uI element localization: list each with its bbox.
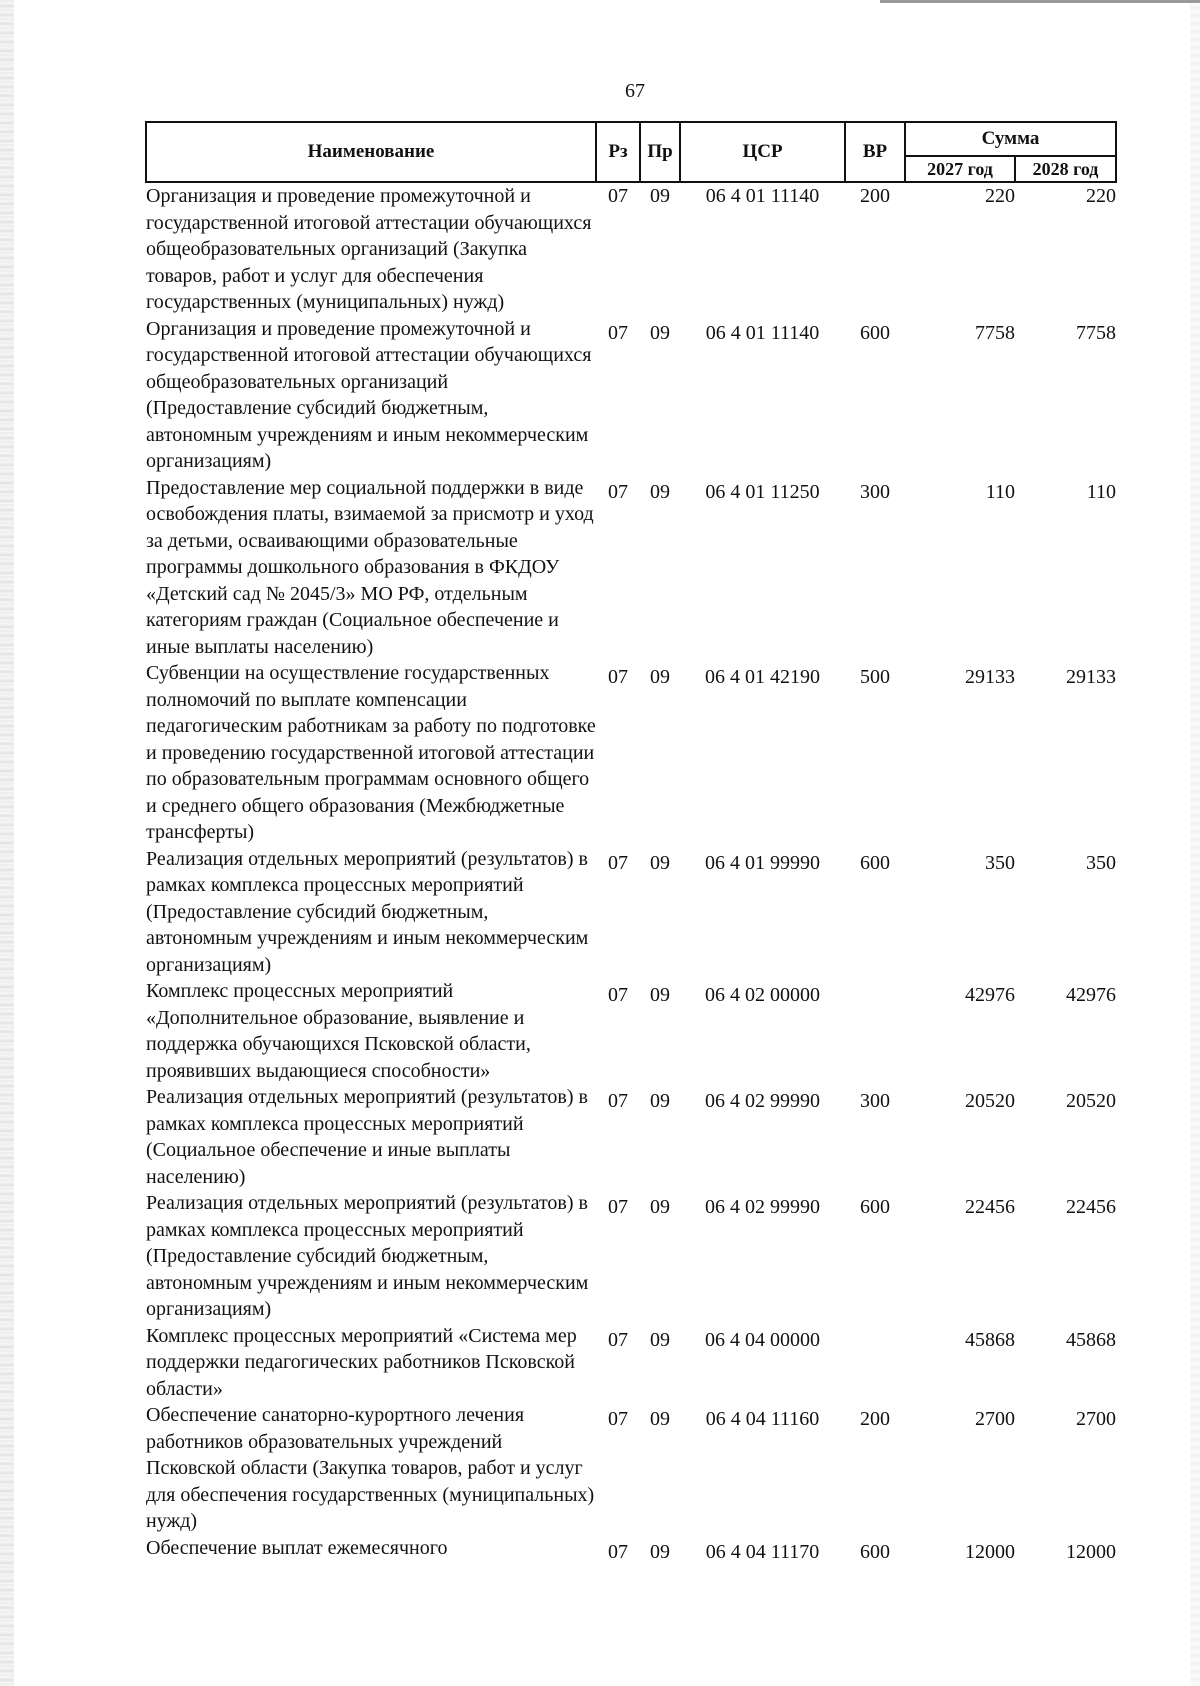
row-sum-2028: 45868 [1066, 1328, 1117, 1351]
row-pr: 09 [650, 321, 670, 344]
row-rz: 07 [608, 1408, 628, 1430]
row-rz: 07 [608, 480, 628, 503]
row-name: Субвенции на осуществление государственных полномочий по выплате компенсации педагогическим работникам за работу по подготовке и проведению государственной итоговой аттестации по образовательным программам основного общего и среднего общего образования (Межбюджетные трансферты) [146, 662, 596, 843]
row-rz: 07 [608, 1328, 628, 1351]
row-pr: 09 [650, 480, 670, 503]
row-sum-2028: 350 [1086, 851, 1117, 874]
row-csr: 06 4 01 99990 [705, 851, 820, 874]
row-name: Комплекс процессных мероприятий «Система мер поддержки педагогических работников Псковской области» [146, 1324, 577, 1400]
row-sum-2028: 20520 [1066, 1090, 1117, 1112]
table-row [146, 1323, 1116, 1403]
row-name: Организация и проведение промежуточной и государственной итоговой аттестации обучающихся общеобразовательных организаций (Закупка товаров, работ и услуг для обеспечения государственных (муниципальных) нужд) [146, 185, 592, 313]
header-pr: Пр [640, 122, 680, 182]
scan-top-line [880, 0, 1200, 3]
row-pr: 09 [650, 984, 670, 1006]
row-name: Комплекс процессных мероприятий «Дополнительное образование, выявление и поддержка обучающихся Псковской области, проявивших выдающиеся способности» [146, 980, 531, 1082]
row-csr: 06 4 02 99990 [705, 1196, 820, 1218]
table-row [146, 316, 1116, 475]
row-csr: 06 4 04 11170 [705, 1540, 820, 1563]
row-sum-2028: 42976 [1066, 984, 1117, 1006]
row-csr: 06 4 04 11160 [705, 1408, 820, 1430]
row-sum-2027: 20520 [965, 1090, 1015, 1112]
row-name: Организация и проведение промежуточной и государственной итоговой аттестации обучающихся общеобразовательных организаций (Предоставление субсидий бюджетным, автономным учреждениям и иным некоммерческим организациям) [146, 317, 592, 472]
row-vr [845, 1323, 905, 1403]
row-csr: 06 4 01 11140 [705, 321, 820, 344]
row-csr: 06 4 02 00000 [705, 984, 820, 1006]
table-row [146, 1190, 1116, 1323]
row-sum-2027: 220 [985, 185, 1015, 207]
header-rz: Рз [596, 122, 640, 182]
row-sum-2028: 7758 [1076, 321, 1117, 344]
row-rz: 07 [608, 1540, 628, 1563]
row-csr: 06 4 04 00000 [705, 1328, 820, 1351]
row-pr: 09 [650, 1328, 670, 1351]
header-vr: ВР [845, 122, 905, 182]
row-sum-2027: 2700 [975, 1408, 1015, 1430]
row-sum-2027: 29133 [965, 666, 1015, 688]
table-row [146, 1535, 1116, 1566]
row-vr [845, 978, 905, 1084]
row-sum-2027: 22456 [965, 1196, 1015, 1218]
row-name: Реализация отдельных мероприятий (результатов) в рамках комплекса процессных мероприятий (Предоставление субсидий бюджетным, автономным учреждениям и иным некоммерческим организациям) [146, 847, 589, 976]
budget-table [145, 121, 1117, 1565]
table-row [146, 475, 1116, 661]
row-sum-2028: 110 [1086, 480, 1117, 503]
row-vr: 600 [860, 851, 890, 874]
row-name: Реализация отдельных мероприятий (результатов) в рамках комплекса процессных мероприятий (Предоставление субсидий бюджетным, автономным учреждениям и иным некоммерческим организациям) [146, 1192, 589, 1320]
row-rz: 07 [608, 1196, 628, 1218]
row-sum-2028: 29133 [1066, 666, 1117, 688]
row-pr: 09 [650, 851, 670, 874]
row-rz: 07 [608, 666, 628, 688]
page-number: 67 [625, 80, 645, 102]
row-pr: 09 [650, 1408, 670, 1430]
row-rz: 07 [608, 984, 628, 1006]
table-row [146, 660, 1116, 846]
row-pr: 09 [650, 1090, 670, 1112]
row-name: Обеспечение выплат ежемесячного [146, 1536, 448, 1559]
row-vr: 300 [860, 480, 890, 503]
row-sum-2027: 42976 [965, 984, 1015, 1006]
row-pr: 09 [650, 1540, 670, 1563]
scan-left-edge [0, 0, 14, 1686]
row-sum-2028: 12000 [1066, 1540, 1117, 1563]
row-csr: 06 4 01 11140 [705, 185, 820, 207]
row-sum-2028: 2700 [1076, 1408, 1117, 1430]
row-sum-2027: 12000 [965, 1540, 1015, 1563]
table-row [146, 1084, 1116, 1190]
row-pr: 09 [650, 185, 670, 207]
header-csr: ЦСР [680, 122, 845, 182]
row-name: Предоставление мер социальной поддержки в виде освобождения платы, взимаемой за присмотр и уход за детьми, осваивающими образовательные программы дошкольного образования в ФКДОУ «Детский сад № 2045/3» МО РФ, отдельным категориям граждан (Социальное обеспечение и иные выплаты населению) [146, 476, 594, 658]
row-pr: 09 [650, 666, 670, 688]
row-rz: 07 [608, 185, 628, 207]
row-vr: 200 [860, 1408, 890, 1430]
row-vr: 300 [860, 1090, 890, 1112]
row-csr: 06 4 01 42190 [705, 666, 820, 688]
row-csr: 06 4 01 11250 [705, 480, 820, 503]
table-row [146, 978, 1116, 1084]
row-vr: 200 [860, 185, 890, 207]
table-row [146, 1402, 1116, 1535]
row-sum-2028: 22456 [1066, 1196, 1117, 1218]
scan-right-edge [1190, 0, 1200, 1686]
table-body [146, 182, 1116, 1565]
table-row [146, 846, 1116, 979]
row-rz: 07 [608, 1090, 628, 1112]
header-sum: Сумма [905, 122, 1116, 156]
row-rz: 07 [608, 321, 628, 344]
row-name: Реализация отдельных мероприятий (результатов) в рамках комплекса процессных мероприятий (Социальное обеспечение и иные выплаты населению) [146, 1086, 588, 1188]
row-sum-2027: 45868 [965, 1328, 1015, 1351]
header-row [146, 122, 1116, 156]
row-vr: 600 [860, 321, 890, 344]
header-year-2027: 2027 год [905, 156, 1015, 182]
row-sum-2027: 7758 [975, 321, 1015, 344]
row-pr: 09 [650, 1196, 670, 1218]
row-sum-2027: 110 [985, 480, 1015, 503]
row-csr: 06 4 02 99990 [705, 1090, 820, 1112]
row-vr: 500 [860, 666, 890, 688]
header-year-2028: 2028 год [1015, 156, 1116, 182]
row-vr: 600 [860, 1196, 890, 1218]
row-name: Обеспечение санаторно-курортного лечения работников образовательных учреждений Псковской области (Закупка товаров, работ и услуг для обеспечения государственных (муниципальных) нужд) [146, 1404, 595, 1532]
row-rz: 07 [608, 851, 628, 874]
row-sum-2027: 350 [985, 851, 1015, 874]
header-name: Наименование [146, 122, 596, 182]
row-sum-2028: 220 [1086, 185, 1117, 207]
row-vr: 600 [860, 1540, 890, 1563]
table-row [146, 182, 1116, 316]
